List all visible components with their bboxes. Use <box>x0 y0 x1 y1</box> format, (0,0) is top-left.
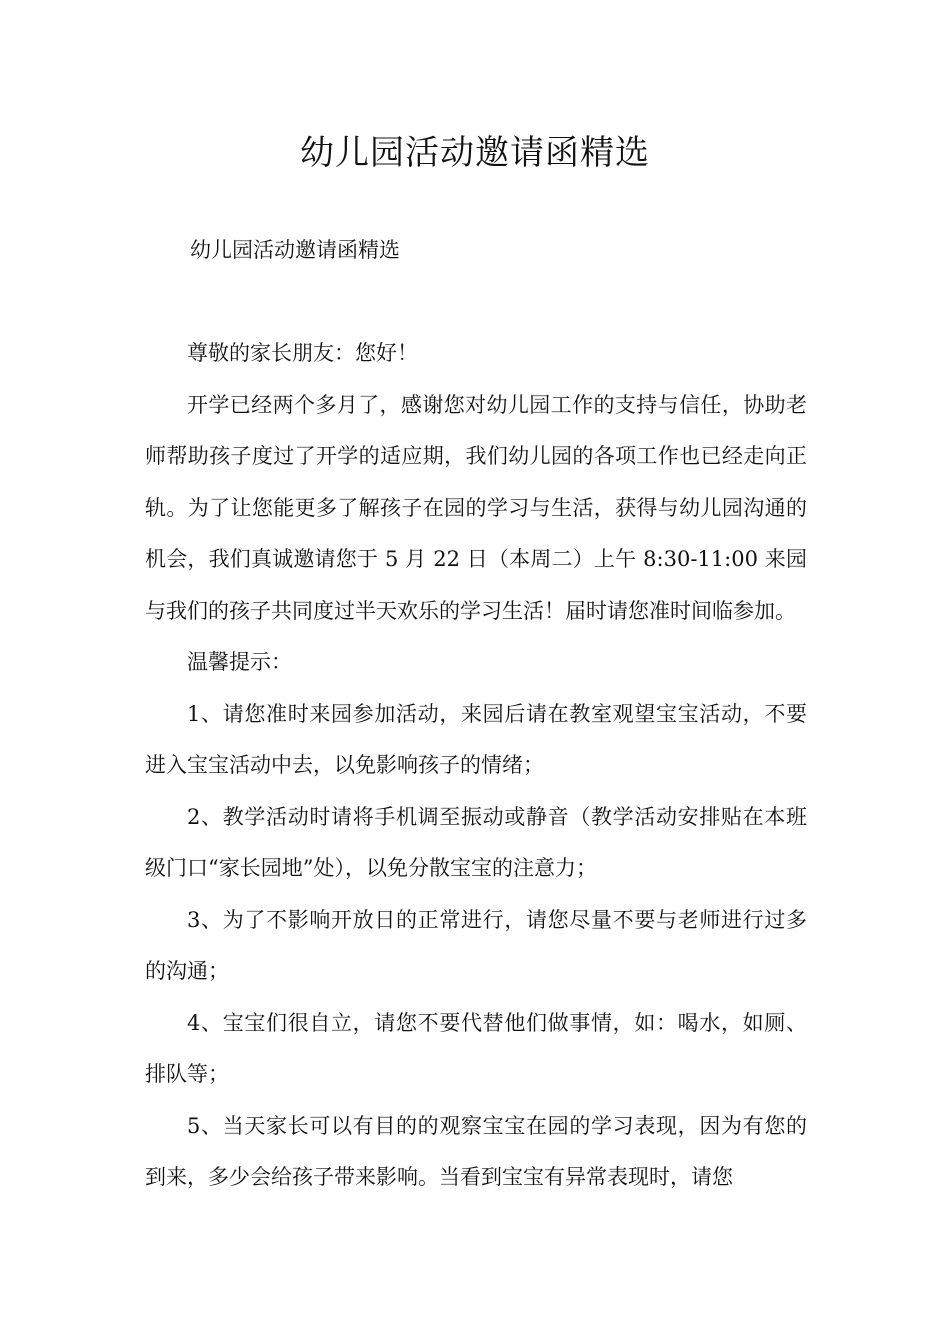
invitation-paragraph: 开学已经两个多月了，感谢您对幼儿园工作的支持与信任，协助老师帮助孩子度过了开学的适应期，我们幼儿园的各项工作也已经走向正轨。为了让您能更多了解孩子在园的学习与生活，获得与幼儿园沟通的机会，我们真诚邀请您于 5 月 22 日（本周二）上午 8:30-11:00 来园与我们的孩子共同度过半天欢乐的学习生活！届时请您准时间临参加。 <box>145 392 807 623</box>
tip-item-4: 4、宝宝们很自立，请您不要代替他们做事情，如：喝水，如厕、排队等； <box>145 1010 807 1086</box>
tip-item-1: 1、请您准时来园参加活动，来园后请在教室观望宝宝活动，不要进入宝宝活动中去，以免影响孩子的情绪； <box>145 701 807 777</box>
document-body <box>145 328 807 1204</box>
page-title: 幼儿园活动邀请函精选 <box>300 133 650 173</box>
tips-heading: 温馨提示： <box>187 650 292 674</box>
tip-item-3: 3、为了不影响开放日的正常进行，请您尽量不要与老师进行过多的沟通； <box>145 907 807 983</box>
document-subtitle: 幼儿园活动邀请函精选 <box>190 238 400 262</box>
greeting-paragraph: 尊敬的家长朋友：您好！ <box>187 341 418 365</box>
tip-item-5: 5、当天家长可以有目的的观察宝宝在园的学习表现，因为有您的到来，多少会给孩子带来影响。当看到宝宝有异常表现时，请您 <box>145 1113 807 1189</box>
tip-item-2: 2、教学活动时请将手机调至振动或静音（教学活动安排贴在本班级门口“家长园地”处），以免分散宝宝的注意力； <box>145 804 807 880</box>
